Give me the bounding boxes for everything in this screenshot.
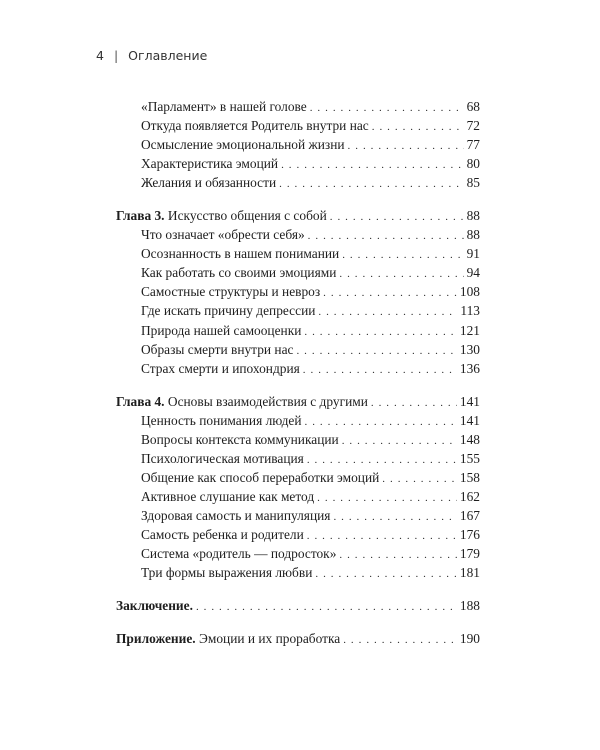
section-title: Оглавление [128,48,208,63]
header-separator: | [113,48,119,63]
toc-entry: Страх смерти и ипохондрия . . . 136 [116,359,480,378]
appendix-label: Приложение. [116,631,196,647]
toc-entry: Образы смерти внутри нас . . . 130 [116,340,480,359]
appendix-title: Эмоции и их проработка [199,631,341,647]
toc-entry: Система «родитель — подросток» . . . 179 [116,544,480,563]
toc-entry: Характеристика эмоций . . . 80 [116,154,480,173]
toc-entry: Самостные структуры и невроз . . . 108 [116,282,480,301]
toc-entry: Активное слушание как метод . . . 162 [116,487,480,506]
toc-entry: Осознанность в нашем понимании . . . 91 [116,244,480,263]
toc-appendix: Приложение. Эмоции и их проработка . . . 190 [116,629,480,648]
toc-conclusion: Заключение. . . . 188 [116,596,480,615]
toc-entry: Вопросы контекста коммуникации . . . 148 [116,430,480,449]
conclusion-label: Заключение. [116,598,193,614]
toc-entry: Желания и обязанности . . . 85 [116,173,480,192]
table-of-contents [116,97,480,648]
toc-entry: Как работать со своими эмоциями . . . 94 [116,263,480,282]
chapter-title: Основы взаимодействия с другими [167,393,368,409]
toc-entry: Природа нашей самооценки . . . 121 [116,321,480,340]
toc-entry: Осмысление эмоциональной жизни . . . 77 [116,135,480,154]
chapter-title: Искусство общения с собой [167,208,327,224]
toc-entry: Самость ребенка и родители . . . 176 [116,525,480,544]
chapter-label: Глава 3. [116,208,165,224]
toc-entry: Откуда появляется Родитель внутри нас . . . 72 [116,116,480,135]
page-number: 4 [96,48,104,63]
toc-chapter-3: Глава 3. Искусство общения с собой . . . 88 [116,206,480,225]
toc-entry: Психологическая мотивация . . . 155 [116,449,480,468]
toc-entry: Общение как способ переработки эмоций . . . 158 [116,468,480,487]
chapter-label: Глава 4. [116,393,165,409]
toc-entry: Где искать причину депрессии . . . 113 [116,301,480,320]
toc-entry: Здоровая самость и манипуляция . . . 167 [116,506,480,525]
toc-entry: Ценность понимания людей . . . 141 [116,411,480,430]
toc-chapter-4: Глава 4. Основы взаимодействия с другими . . . 141 [116,392,480,411]
running-head [96,48,207,63]
toc-entry: Три формы выражения любви . . . 181 [116,563,480,582]
toc-entry: «Парламент» в нашей голове . . . 68 [116,97,480,116]
toc-entry: Что означает «обрести себя» . . . 88 [116,225,480,244]
